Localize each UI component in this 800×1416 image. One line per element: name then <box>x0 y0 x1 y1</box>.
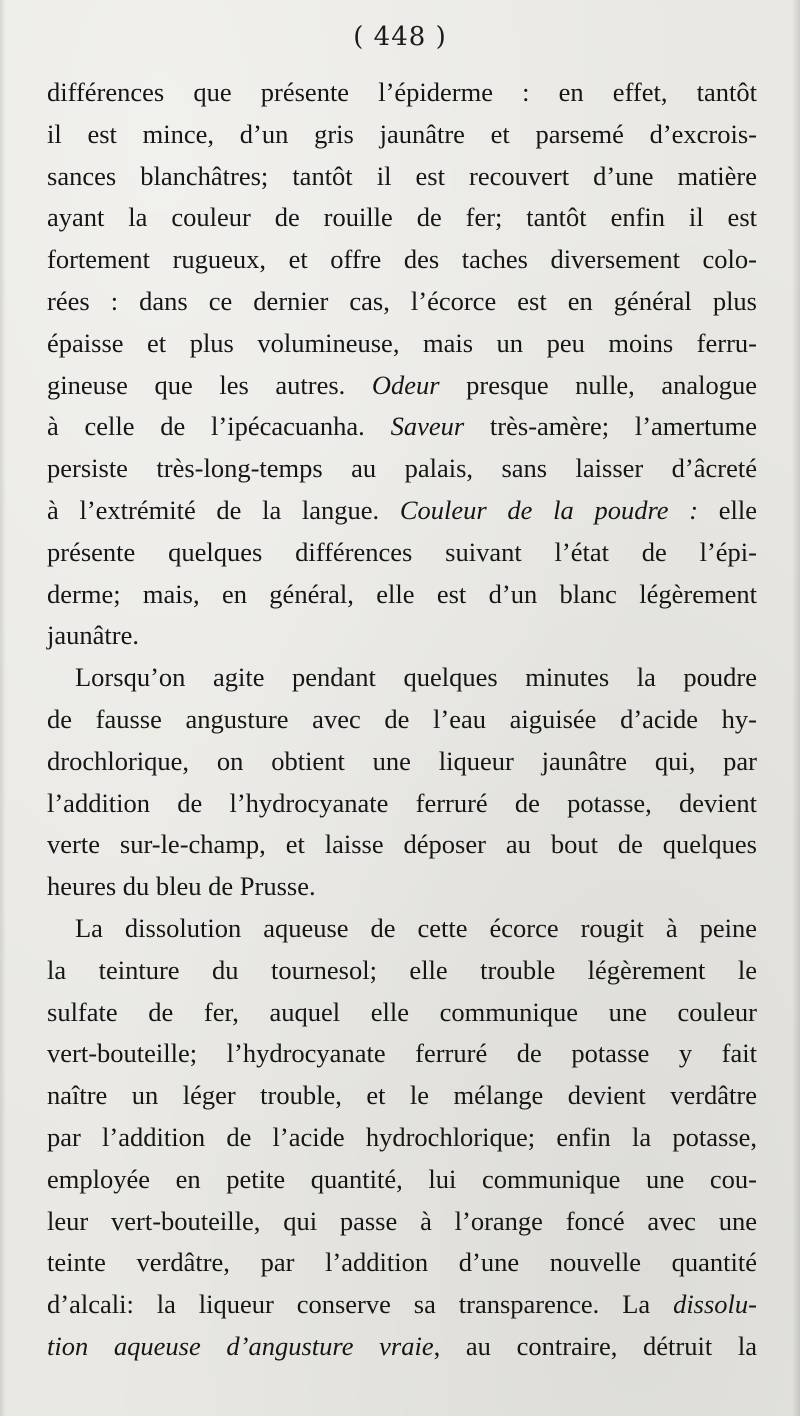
text-segment: fortement rugueux, et offre des taches diversement colo- <box>47 244 757 275</box>
text-line <box>47 1075 757 1117</box>
text-line <box>47 1284 757 1326</box>
text-segment: La dissolution aqueuse de cette écorce rougit à peine <box>75 912 757 943</box>
page-number: ( 448 ) <box>353 22 447 52</box>
text-line <box>47 365 757 407</box>
text-segment: vert-bouteille; l’hydrocyanate ferruré de potasse y fait <box>47 1038 757 1069</box>
text-line <box>47 323 757 365</box>
text-segment: à l’extrémité de la langue. <box>47 494 400 525</box>
text-segment: la teinture du tournesol; elle trouble légèrement le <box>47 954 757 985</box>
text-segment: presque nulle, analogue <box>439 369 757 400</box>
text-segment: elle <box>698 494 757 525</box>
italic-text-segment: Saveur <box>390 411 465 442</box>
text-segment: il est mince, d’un gris jaunâtre et parsemé d’excrois- <box>47 118 757 149</box>
text-line <box>47 72 757 114</box>
text-line <box>47 866 757 908</box>
text-segment: sances blanchâtres; tantôt il est recouvert d’une matière <box>47 160 757 191</box>
text-segment: ayant la couleur de rouille de fer; tantôt enfin il est <box>47 202 757 233</box>
text-segment: persiste très-long-temps au palais, sans laisser d’âcreté <box>47 453 757 484</box>
text-segment: par l’addition de l’acide hydrochlorique; enfin la potasse, <box>47 1121 757 1152</box>
text-line <box>47 406 757 448</box>
page-edge-shadow-right <box>792 0 800 1416</box>
text-segment: de fausse angusture avec de l’eau aiguisée d’acide hy- <box>47 703 757 734</box>
text-line <box>47 1326 757 1368</box>
text-line <box>47 281 757 323</box>
text-segment: verte sur-le-champ, et laisse déposer au bout de quelques <box>47 829 757 860</box>
italic-text-segment: Couleur de la poudre : <box>399 494 699 525</box>
text-segment: naître un léger trouble, et le mélange devient verdâtre <box>47 1080 757 1111</box>
text-segment: leur vert-bouteille, qui passe à l’orange foncé avec une <box>47 1205 757 1236</box>
text-segment: épaisse et plus volumineuse, mais un peu moins ferru- <box>47 327 757 358</box>
text-segment: jaunâtre. <box>47 620 139 651</box>
text-segment: gineuse que les autres. <box>47 369 372 400</box>
text-line <box>47 699 757 741</box>
text-line <box>47 1033 757 1075</box>
text-segment: drochlorique, on obtient une liqueur jaunâtre qui, par <box>47 745 757 776</box>
text-line <box>47 1242 757 1284</box>
text-segment: différences que présente l’épiderme : en effet, tantôt <box>47 77 757 107</box>
page-edge-shadow-left <box>0 0 6 1416</box>
text-segment: sulfate de fer, auquel elle communique une couleur <box>47 996 757 1027</box>
text-segment: à celle de l’ipécacuanha. <box>47 411 391 442</box>
text-line <box>47 197 757 239</box>
text-line <box>47 1201 757 1243</box>
body-text <box>47 72 757 1368</box>
text-segment: l’addition de l’hydrocyanate ferruré de potasse, devient <box>47 787 757 818</box>
text-line <box>47 950 757 992</box>
text-segment: d’alcali: la liqueur conserve sa transparence. La <box>47 1289 674 1320</box>
italic-text-segment: tion aqueuse d’angusture vraie <box>47 1330 434 1361</box>
text-line <box>47 156 757 198</box>
text-line <box>47 824 757 866</box>
text-segment: derme; mais, en général, elle est d’un blanc légèrement <box>47 578 757 609</box>
text-line <box>47 741 757 783</box>
text-line <box>47 448 757 490</box>
text-segment: teinte verdâtre, par l’addition d’une nouvelle quantité <box>47 1247 757 1278</box>
text-line <box>47 615 757 657</box>
text-line <box>47 992 757 1034</box>
text-line <box>47 1159 757 1201</box>
text-line <box>47 114 757 156</box>
text-segment: heures du bleu de Prusse. <box>47 871 316 902</box>
italic-text-segment: dissolu- <box>673 1289 757 1320</box>
text-line <box>47 908 757 950</box>
italic-text-segment: Odeur <box>371 369 440 400</box>
text-line <box>47 783 757 825</box>
text-line <box>47 490 757 532</box>
text-segment: employée en petite quantité, lui communique une cou- <box>47 1163 757 1194</box>
text-segment: très-amère; l’amertume <box>464 411 757 442</box>
text-segment: rées : dans ce dernier cas, l’écorce est en général plus <box>47 285 757 316</box>
text-line <box>47 239 757 281</box>
text-line <box>47 574 757 616</box>
text-segment: , au contraire, détruit la <box>433 1330 757 1361</box>
text-segment: Lorsqu’on agite pendant quelques minutes la poudre <box>75 662 757 693</box>
text-segment: présente quelques différences suivant l’état de l’épi- <box>47 536 757 567</box>
text-line <box>47 657 757 699</box>
text-line <box>47 532 757 574</box>
text-line <box>47 1117 757 1159</box>
